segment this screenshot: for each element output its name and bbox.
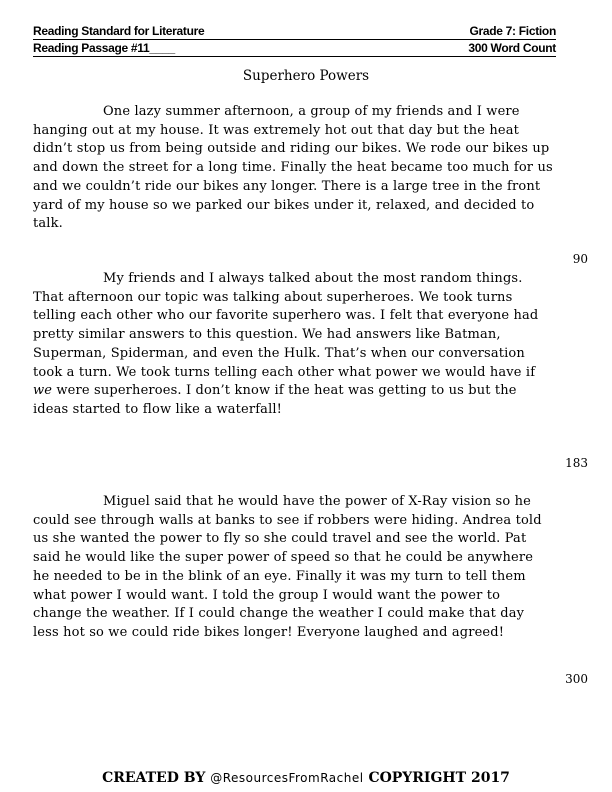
paragraph-1 — [33, 103, 553, 234]
running-word-count-2: 183 — [565, 456, 588, 470]
running-word-count-1: 90 — [572, 252, 588, 266]
paragraph-3 — [33, 493, 553, 643]
paragraph-2-text-b: were superheroes. I don’t know if the heat was getting to us but the ideas started to flow like a waterfall! — [33, 383, 517, 417]
paragraph-3-text: Miguel said that he would have the power of X-Ray vision so he could see through walls at banks to see if robbers were hiding. Andrea told us she wanted the power to fly so she could travel and see the world. Pat said he would like the super power of speed so that he could be anywhere he needed to be in the blink of an eye. Finally it was my turn to tell them what power I would want. I told the group I would want the power to change the weather. If I could change the weather I could make that day less hot so we could ride bikes longer! Everyone laughed and agreed! — [33, 494, 542, 640]
paragraph-2-emphasis: we — [33, 383, 53, 399]
paragraph-2 — [33, 270, 553, 420]
paragraph-2-text-a: My friends and I always talked about the most random things. That afternoon our topic was talking about superheroes. We took turns telling each other who our favorite superhero was. I felt that everyone had pretty similar answers to this question. We had answers like Batman, Superman, Spiderman, and even the Hulk. That’s when our conversation took a turn. We took turns telling each other what power we would have if — [33, 271, 539, 380]
word-count-label: 300 Word Count — [468, 41, 556, 55]
created-by-label: CREATED BY — [102, 770, 206, 786]
passage-number-label: Reading Passage #11____ — [33, 41, 175, 55]
paragraph-2-text — [33, 270, 553, 420]
standard-label: Reading Standard for Literature — [33, 24, 205, 38]
header-divider — [33, 39, 556, 40]
copyright-label: COPYRIGHT 2017 — [368, 770, 510, 786]
footer-credit — [0, 770, 612, 786]
grade-label: Grade 7: Fiction — [469, 24, 556, 38]
header-underline — [33, 56, 556, 57]
author-handle: @ResourcesFromRachel — [210, 771, 364, 785]
running-word-count-3: 300 — [565, 672, 588, 686]
paragraph-1-text: One lazy summer afternoon, a group of my friends and I were hanging out at my house. It was extremely hot out that day but the heat didn’t stop us from being outside and riding our bikes. We rode our bikes up and down the street for a long time. Finally the heat became too much for us and we couldn’t ride our bikes any longer. There is a large tree in the front yard of my house so we parked our bikes under it, relaxed, and decided to talk. — [33, 104, 553, 232]
passage-title: Superhero Powers — [242, 68, 370, 84]
